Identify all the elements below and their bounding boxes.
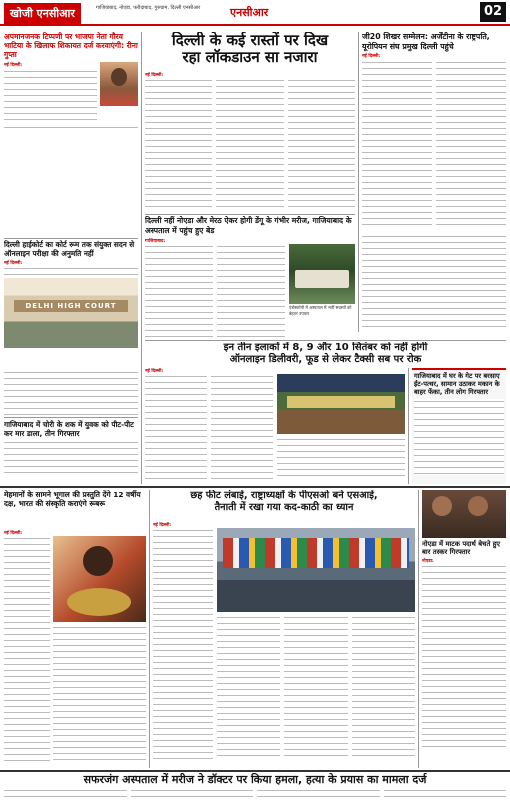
- story-delivery-body: [145, 368, 405, 484]
- story-dengue-body: [145, 238, 355, 340]
- story-body-col1: [145, 78, 212, 208]
- hospital-photo: [289, 244, 355, 304]
- story-body-col1: [153, 528, 213, 764]
- story-headline-2: रहा लॉकडाउन सा नजारा: [182, 48, 318, 66]
- accused-photo: [422, 490, 506, 538]
- story-ghaziabad-box: [412, 368, 506, 484]
- story-buddha-head: [153, 490, 415, 520]
- court-sign: DELHI HIGH COURT: [14, 300, 128, 312]
- story-body-col2: [216, 78, 283, 208]
- story-headline-1: छह फीट लंबाई, राष्ट्राध्यक्षों के पीएसओ बने एसआई,: [190, 490, 378, 501]
- delivery-photo: [277, 374, 405, 434]
- story-headline: गाजियाबाद में चोरी के शक में युवक को पीट-पीट कर मार डाला, तीन गिरफ्तार: [4, 420, 134, 438]
- story-byline: नई दिल्ली:: [362, 54, 381, 59]
- story-body-col3: [288, 78, 355, 208]
- story-byline: नोएडा:: [422, 559, 434, 565]
- divider: [4, 238, 138, 239]
- leader-head-shape: [111, 68, 127, 86]
- story-body: [422, 564, 506, 752]
- section-divider: [0, 770, 510, 772]
- story-byline: नई दिल्ली:: [4, 261, 23, 266]
- story-body-col2: [436, 60, 506, 228]
- bed-shape: [295, 270, 349, 288]
- story-body-col1: [4, 788, 127, 798]
- story-headline-2: तैनाती में रखा गया कद-काठी का ध्यान: [214, 502, 354, 513]
- story-footer-head: [4, 773, 506, 787]
- story-body: [414, 399, 504, 475]
- story-footer-body: [4, 788, 506, 798]
- story-byline: नई दिल्ली:: [145, 369, 164, 374]
- story-headline: गाजियाबाद में घर के गेट पर बरसाए ईंट-पत्थर, सामान उठाकर मकान के बाहर फेंका, तीन लोग गिरफ्तार: [414, 372, 500, 397]
- story-headline-1: इन तीन इलाकों में 8, 9 और 10 सितंबर को नहीं होगी: [223, 342, 428, 353]
- column-rule: [418, 490, 419, 768]
- photo-caption: एंडोस्कोपी में अस्पताल में भर्ती सदस्यों को बेहतर उपचार: [289, 305, 352, 316]
- story-body-col3: [277, 437, 405, 479]
- story-dengue-head: [145, 216, 355, 236]
- masthead-meta: गाजियाबाद, नोएडा, फरीदाबाद, गुरुग्राम, दिल्ली एनसीआर: [96, 5, 201, 11]
- divider: [145, 340, 506, 341]
- story-body-col1: [362, 60, 432, 228]
- story-body: [4, 266, 138, 276]
- story-buddha-body: [153, 522, 415, 768]
- story-body-col2: [53, 625, 146, 763]
- story-lockdown-body: [145, 72, 355, 212]
- child-photo: [53, 536, 146, 622]
- column-rule: [358, 32, 359, 332]
- story-body-col4: [352, 615, 415, 761]
- story-body-col3: [284, 615, 347, 761]
- story-body: [4, 440, 138, 478]
- section-divider: [0, 486, 510, 488]
- story-body-col2: [211, 374, 273, 482]
- divider: [145, 214, 355, 215]
- flag-row-shape: [223, 538, 409, 568]
- story-hc: [4, 240, 138, 370]
- story-byline: गाजियाबाद:: [145, 239, 166, 244]
- story-body-col3: [257, 788, 380, 798]
- story-body-col4: [384, 788, 507, 798]
- section-title: एनसीआर: [230, 6, 269, 19]
- story-headline-2: ऑनलाइन डिलीवरी, फूड से लेकर टैक्सी सब पर रोक: [229, 353, 422, 365]
- column-rule: [141, 32, 142, 484]
- story-headline-1: दिल्ली के कई रास्तों पर दिख: [171, 32, 329, 49]
- story-body-col1: [145, 244, 213, 338]
- column-rule: [408, 368, 409, 484]
- story-byline: नई दिल्ली:: [4, 531, 23, 536]
- story-headline: मेहमानों के सामने भूगाल की प्रस्तुति देंगे 12 वर्षीय दक्ष, भारत की संस्कृति कराएंगे रूबरू: [4, 490, 141, 508]
- page-number: 02: [480, 2, 506, 22]
- story-headline: सफरजंग अस्पताल में मरीज ने डॉक्टर पर किया हमला, हत्या के प्रयास का मामला दर्ज: [83, 773, 427, 786]
- story-g20-cont: [362, 234, 506, 332]
- photo-banner-shape: [287, 396, 395, 408]
- story-byline: नई दिल्ली:: [4, 63, 23, 68]
- story-byline: नई दिल्ली:: [145, 73, 164, 78]
- story-theft: [4, 420, 138, 484]
- person-head-2: [468, 496, 488, 516]
- story-byline: नई दिल्ली:: [153, 523, 172, 528]
- divider: [4, 417, 138, 418]
- story-headline: नोएडा में माटक पदार्थ बेचते हुए बार तस्कर गिरफ्तार: [422, 540, 501, 557]
- story-lockdown-head: [145, 32, 355, 70]
- story-g20: [362, 32, 506, 232]
- story-body-cont: [4, 125, 138, 132]
- story-child-body: [4, 530, 146, 768]
- story-headline: दिल्ली हाईकोर्ट का कोर्ट रूम तक संयुक्त सदन से ऑनलाइन परीक्षा की अनुमति नहीं: [4, 240, 135, 258]
- story-headline: अपमानजनक टिप्पणी पर भाजपा नेता गौरव भाटिया के खिलाफ शिकायत दर्ज करवाएंगी: रीना गुप्ता: [4, 32, 138, 59]
- brand-logo: खोजी एनसीआर: [4, 3, 81, 24]
- column-rule: [149, 490, 150, 768]
- story-body-col1: [4, 536, 50, 764]
- story-delivery-head: [145, 342, 506, 366]
- road-shape: [217, 580, 415, 612]
- drum-shape: [67, 588, 131, 616]
- story-child-head: [4, 490, 146, 530]
- story-hc-body: [4, 370, 138, 416]
- person-head-1: [432, 496, 452, 516]
- high-court-photo: [4, 278, 138, 348]
- story-headline: जी20 शिखर सम्मेलन: अर्जेंटीना के राष्ट्रपति, यूरोपियन संघ प्रमुख दिल्ली पहुंचे: [362, 32, 490, 51]
- story-body-col2: [131, 788, 254, 798]
- story-body-col2: [217, 615, 280, 761]
- masthead: [0, 0, 510, 26]
- story-body-col2: [217, 244, 285, 338]
- story-headline: दिल्ली नहीं नोएडा और मेरठ ऐकर होगी डेंगू के गंभीर मरीज, गाजियाबाद के अस्पताल में पहुंच हुए बेड: [145, 216, 352, 235]
- leader-photo: [100, 62, 138, 106]
- flags-photo: [217, 528, 415, 612]
- story-body: [4, 69, 97, 123]
- story-noida: [422, 490, 506, 768]
- story-body-col1: [145, 374, 207, 482]
- child-head-shape: [83, 546, 113, 576]
- story-bjp-leader: [4, 32, 138, 132]
